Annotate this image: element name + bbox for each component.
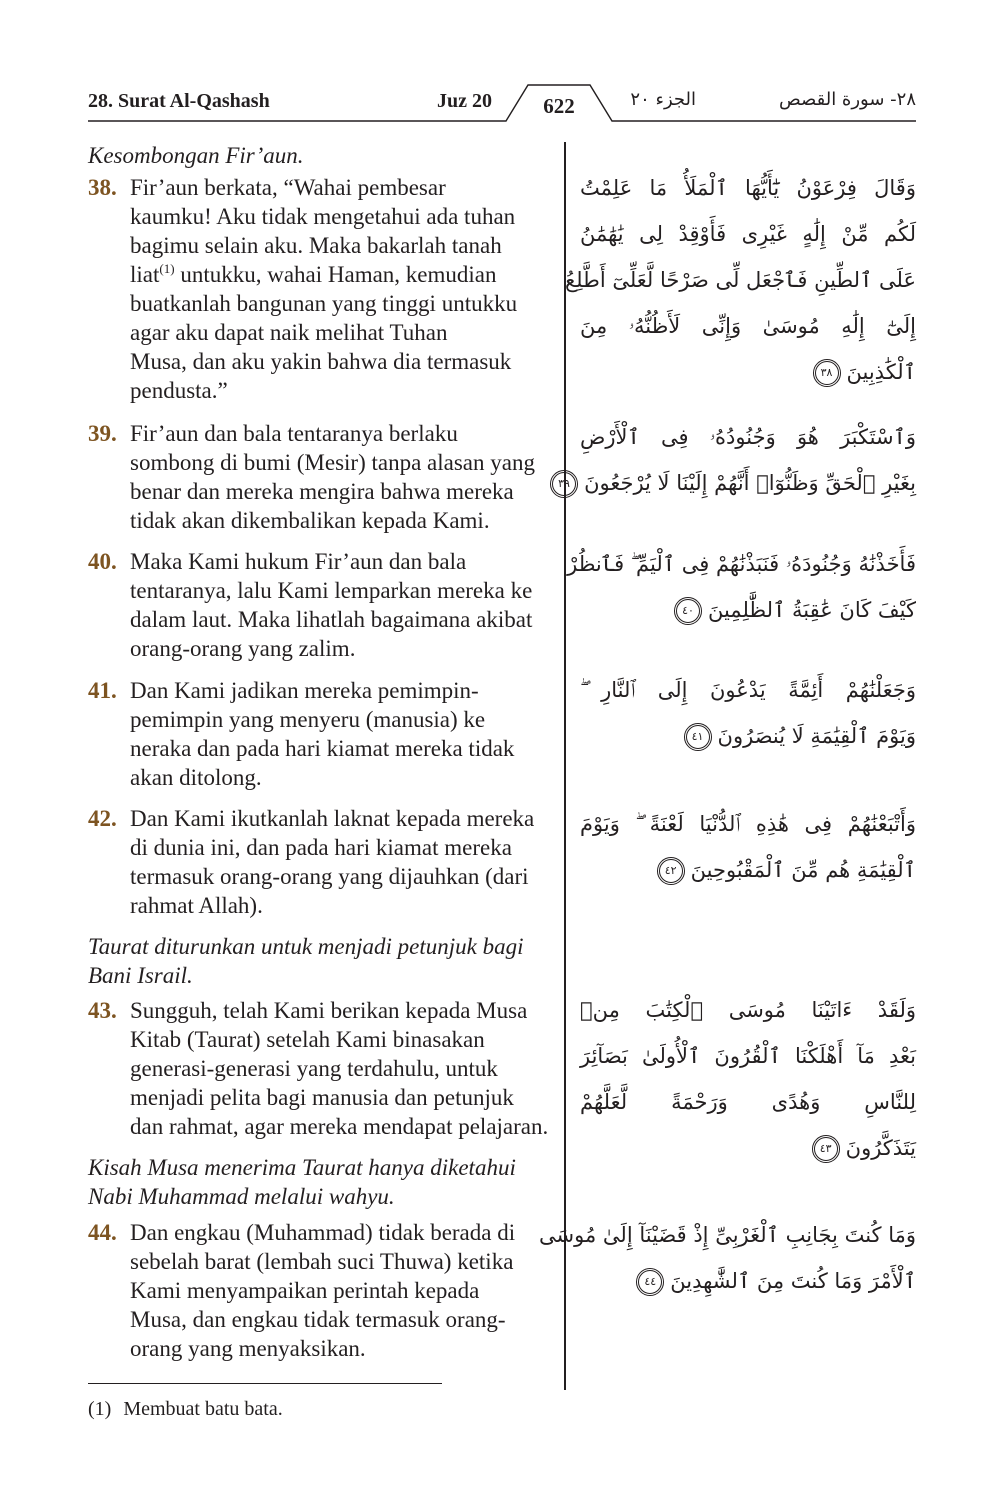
- arabic-text: كَيْفَ كَانَ عَٰقِبَةُ ٱلظَّٰلِمِينَ: [707, 598, 916, 622]
- arabic-line: [580, 1258, 916, 1304]
- translation-line: tentaranya, lalu Kami lemparkan mereka ke: [130, 578, 533, 603]
- translation-line: dalam laut. Maka lihatlah bagaimana akibat: [130, 607, 533, 632]
- section-heading-line: Bani Israil.: [88, 963, 193, 988]
- header-surah-title: 28. Surat Al-Qashash: [88, 90, 270, 112]
- arabic-line: لَكُم مِّنْ إِلَٰهٍ غَيْرِى فَأَوْقِدْ لِى يَٰهَٰمَٰنُ: [580, 222, 916, 246]
- arabic-line: بَعْدِ مَآ أَهْلَكْنَا ٱلْقُرُونَ ٱلْأُولَىٰ بَصَآئِرَ: [580, 1044, 916, 1068]
- translation-line: Sungguh, telah Kami berikan kepada Musa: [130, 998, 528, 1023]
- column-divider: [564, 142, 566, 1390]
- translation-line: buatkanlah bangunan yang tinggi untukku: [130, 291, 518, 316]
- translation-line: bagimu selain aku. Maka bakarlah tanah: [130, 233, 502, 258]
- arabic-line: وَقَالَ فِرْعَوْنُ يَٰٓأَيُّهَا ٱلْمَلَأُ مَا عَلِمْتُ: [580, 176, 916, 200]
- arabic-text: يَتَذَكَّرُونَ: [845, 1136, 916, 1160]
- arabic-line: [580, 1125, 916, 1171]
- arabic-text: وَيَوْمَ ٱلْقِيَٰمَةِ لَا يُنصَرُونَ: [717, 724, 916, 748]
- translation-line: tidak akan dikembalikan kepada Kami.: [130, 508, 490, 533]
- verse-42-arabic: [580, 801, 916, 893]
- ayah-end-marker: ٤٣: [812, 1135, 840, 1163]
- verse-number: 43.: [88, 998, 117, 1023]
- verse-41-arabic: [580, 667, 916, 759]
- translation-line: Musa, dan engkau tidak termasuk orang-: [130, 1307, 506, 1332]
- arabic-line: [558, 460, 916, 506]
- verse-number: 38.: [88, 175, 117, 200]
- arabic-text: ٱلْكَٰذِبِينَ: [846, 360, 916, 384]
- header-surah-arabic: ٢٨- سورة القصص: [778, 89, 916, 110]
- arabic-line: لِلنَّاسِ وَهُدًى وَرَحْمَةً لَّعَلَّهُمْ: [580, 1090, 916, 1114]
- verse-number: 44.: [88, 1220, 117, 1245]
- translation-line: Maka Kami hukum Fir’aun dan bala: [130, 549, 467, 574]
- arabic-line: عَلَى ٱلطِّينِ فَٱجْعَل لِّى صَرْحًا لَّعَلِّىٓ أَطَّلِعُ: [564, 268, 916, 292]
- translation-line: orang-orang yang zalim.: [130, 636, 356, 661]
- translation-line: Dan Kami ikutkanlah laknat kepada mereka: [130, 806, 535, 831]
- verse-42-translation: [88, 804, 558, 920]
- translation-line: Dan Kami jadikan mereka pemimpin-: [130, 678, 479, 703]
- verse-40-translation: [88, 547, 558, 663]
- arabic-line: وَمَا كُنتَ بِجَانِبِ ٱلْغَرْبِىِّ إِذْ قَضَيْنَآ إِلَىٰ مُوسَى: [539, 1223, 916, 1247]
- arabic-line: وَجَعَلْنَٰهُمْ أَئِمَّةً يَدْعُونَ إِلَى ٱلنَّارِ ۖ: [580, 678, 916, 702]
- header-juz-arabic: الجزء ٢٠: [630, 89, 696, 110]
- translation-line: dan rahmat, agar mereka mendapat pelajaran.: [130, 1114, 549, 1139]
- footnote-reference: (1): [159, 261, 175, 276]
- translation-line: [130, 260, 558, 289]
- translation-line: orang yang menyaksikan.: [130, 1336, 366, 1361]
- arabic-line: وَٱسْتَكْبَرَ هُوَ وَجُنُودُهُۥ فِى ٱلْأَرْضِ: [580, 425, 916, 449]
- arabic-line: وَأَتْبَعْنَٰهُمْ فِى هَٰذِهِ ٱلدُّنْيَا لَعْنَةً ۖ وَيَوْمَ: [580, 812, 916, 836]
- ayah-end-marker: ٤٤: [636, 1268, 664, 1296]
- verse-38-translation: [88, 173, 558, 405]
- verse-number: 40.: [88, 549, 117, 574]
- translation-line: rahmat Allah).: [130, 893, 263, 918]
- translation-line: Dan engkau (Muhammad) tidak berada di: [130, 1220, 516, 1245]
- page-number: 622: [543, 94, 575, 118]
- translation-line: termasuk orang-orang yang dijauhkan (dari: [130, 864, 529, 889]
- footnote-text: Membuat batu bata.: [123, 1398, 283, 1420]
- translation-line: Kitab (Taurat) setelah Kami binasakan: [130, 1027, 485, 1052]
- arabic-line: [580, 847, 916, 893]
- translation-line: di dunia ini, dan pada hari kiamat mereka: [130, 835, 512, 860]
- translation-line: sombong di bumi (Mesir) tanpa alasan yang: [130, 450, 535, 475]
- arabic-line: [580, 587, 916, 633]
- arabic-line: [580, 713, 916, 759]
- verse-39-translation: [88, 419, 558, 535]
- translation-line: pendusta.”: [130, 378, 228, 403]
- translation-line: akan ditolong.: [130, 765, 262, 790]
- section-heading-line: Kesombongan Fir’aun.: [88, 143, 304, 168]
- verse-43-arabic: [580, 987, 916, 1171]
- translation-line: Fir’aun berkata, “Wahai pembesar: [130, 175, 446, 200]
- ayah-end-marker: ٤١: [684, 723, 712, 751]
- verse-44-translation: [88, 1218, 558, 1363]
- section-heading-line: Taurat diturunkan untuk menjadi petunjuk bagi: [88, 934, 524, 959]
- verse-38-arabic: [564, 165, 916, 395]
- verse-43-translation: [88, 996, 558, 1141]
- section-heading: [88, 932, 558, 990]
- ayah-end-marker: ٣٩: [550, 470, 578, 498]
- translation-line: neraka dan pada hari kiamat mereka tidak: [130, 736, 515, 761]
- translation-line: benar dan mereka mengira bahwa mereka: [130, 479, 514, 504]
- translation-line: menjadi pelita bagi manusia dan petunjuk: [130, 1085, 514, 1110]
- section-heading-line: Kisah Musa menerima Taurat hanya diketahui: [88, 1155, 516, 1180]
- translation-text: liat: [130, 262, 160, 287]
- translation-line: pemimpin yang menyeru (manusia) ke: [130, 707, 486, 732]
- translation-line: sebelah barat (lembah suci Thuwa) ketika: [130, 1249, 514, 1274]
- section-heading: [88, 141, 558, 170]
- arabic-text: ٱلْقِيَٰمَةِ هُم مِّنَ ٱلْمَقْبُوحِينَ: [690, 858, 916, 882]
- arabic-line: [580, 349, 916, 395]
- arabic-line: فَأَخَذْنَٰهُ وَجُنُودَهُۥ فَنَبَذْنَٰهُمْ فِى ٱلْيَمِّ ۖ فَٱنظُرْ: [567, 552, 916, 576]
- verse-number: 41.: [88, 678, 117, 703]
- footnote-marker: (1): [88, 1398, 112, 1420]
- ayah-end-marker: ٤٠: [674, 597, 702, 625]
- arabic-line: وَلَقَدْ ءَاتَيْنَا مُوسَى ٱلْكِتَٰبَ مِنۢ: [580, 998, 916, 1022]
- section-heading-line: Nabi Muhammad melalui wahyu.: [88, 1184, 395, 1209]
- arabic-text: بِغَيْرِ ٱلْحَقِّ وَظَنُّوٓا۟ أَنَّهُمْ إِلَيْنَا لَا يُرْجَعُونَ: [584, 471, 916, 495]
- verse-41-translation: [88, 676, 558, 792]
- ayah-end-marker: ٣٨: [813, 359, 841, 387]
- footnote: [88, 1395, 283, 1423]
- verse-number: 39.: [88, 421, 117, 446]
- verse-39-arabic: [558, 414, 916, 506]
- ayah-end-marker: ٤٢: [657, 857, 685, 885]
- header-juz: Juz 20: [437, 90, 492, 112]
- arabic-line: إِلَىٰٓ إِلَٰهِ مُوسَىٰ وَإِنِّى لَأَظُنُّهُۥ مِنَ: [580, 314, 916, 338]
- translation-line: generasi-generasi yang terdahulu, untuk: [130, 1056, 498, 1081]
- section-heading: [88, 1153, 558, 1211]
- translation-line: kaumku! Aku tidak mengetahui ada tuhan: [130, 204, 516, 229]
- footnote-rule: [88, 1383, 442, 1384]
- verse-44-arabic: [539, 1212, 916, 1304]
- translation-line: Kami menyampaikan perintah kepada: [130, 1278, 480, 1303]
- translation-line: Musa, dan aku yakin bahwa dia termasuk: [130, 349, 512, 374]
- verse-40-arabic: [567, 541, 916, 633]
- translation-line: Fir’aun dan bala tentaranya berlaku: [130, 421, 458, 446]
- translation-text: untukku, wahai Haman, kemudian: [174, 262, 497, 287]
- verse-number: 42.: [88, 806, 117, 831]
- translation-line: agar aku dapat naik melihat Tuhan: [130, 320, 448, 345]
- arabic-text: ٱلْأَمْرَ وَمَا كُنتَ مِنَ ٱلشَّٰهِدِينَ: [670, 1269, 916, 1293]
